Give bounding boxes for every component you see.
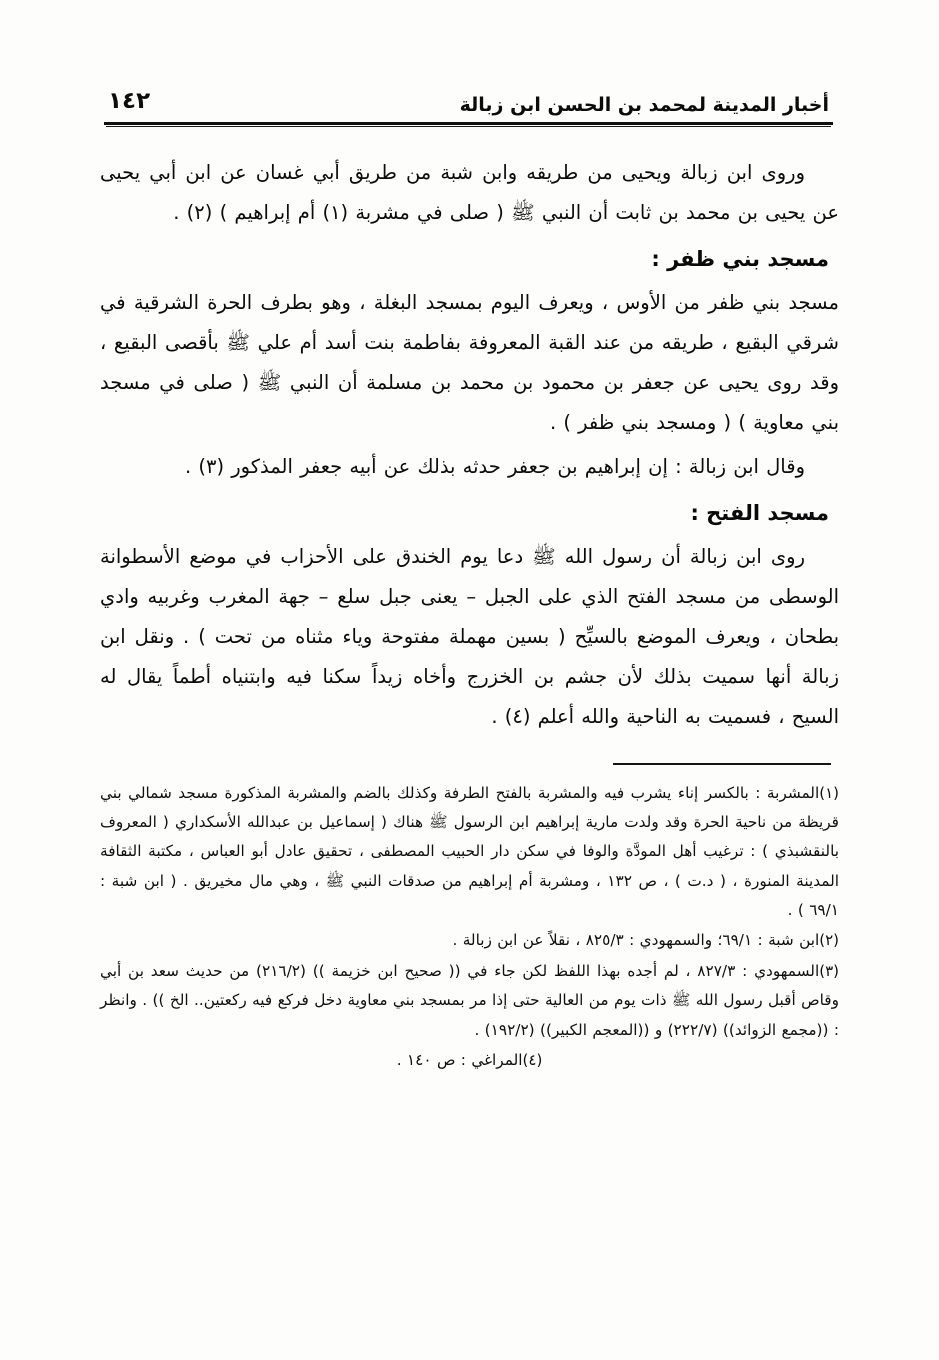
page-header bbox=[100, 88, 839, 116]
section-heading-masjid-al-fath: مسجد الفتح : bbox=[690, 500, 829, 525]
footnote-item bbox=[100, 1046, 839, 1075]
footnote-separator-rule bbox=[613, 763, 831, 765]
footnotes-block bbox=[100, 765, 839, 1076]
footnote-marker: (٣) bbox=[819, 961, 839, 980]
footnote-text: المشربة : بالكسر إناء يشرب فيه والمشربة بالفتح الطرفة وكذلك بالضم والمشربة المذكورة مسجد شمالي بني قريظة من ناحية الحرة وقد ولدت مارية إبراهيم ابن الرسول ﷺ هناك ( إسماعيل بن عبدالله الأسكداري ( المعروف بالنقشبذي ) : ترغيب أهل المودَّة والوفا في سكن دار الحبيب المصطفى ، تحقيق عادل أبو العباس ، مكتبة الثقافة المدينة المنورة ، ( د.ت ) ، ص ١٣٢ ، ومشربة أم إبراهيم من صدقات النبي ﷺ ، وهي مال مخيريق . ( ابن شبة : ٦٩/١ ) . bbox=[100, 783, 839, 920]
body-text-block bbox=[100, 153, 839, 737]
page-number: ١٤٢ bbox=[108, 88, 151, 114]
paragraph-bani-zafar-description: مسجد بني ظفر من الأوس ، ويعرف اليوم بمسجد البغلة ، وهو بطرف الحرة الشرقية في شرقي البقيع ، طريقه من عند القبة المعروفة بفاطمة بنت أسد أم علي ﷺ بأقصى البقيع ، وقد روى يحيى عن جعفر بن محمود بن محمد بن مسلمة أن النبي ﷺ ( صلى في مسجد بني معاوية ) ( ومسجد بني ظفر ) . bbox=[100, 290, 839, 434]
header-divider-rule bbox=[104, 122, 833, 127]
footnote-text: المراغي : ص ١٤٠ . bbox=[396, 1050, 523, 1069]
section-heading-masjid-bani-zafar: مسجد بني ظفر : bbox=[651, 246, 829, 271]
footnote-marker: (١) bbox=[819, 783, 839, 802]
footnote-marker: (٤) bbox=[522, 1050, 543, 1069]
paragraph-ibn-zabala-quote: وقال ابن زبالة : إن إبراهيم بن جعفر حدثه بذلك عن أبيه جعفر المذكور (٣) . bbox=[184, 454, 805, 478]
paragraph-intro: وروى ابن زبالة ويحيى من طريقه وابن شبة من طريق أبي غسان عن ابن أبي يحيى عن يحيى بن محمد بن ثابت أن النبي ﷺ ( صلى في مشربة (١) أم إبراهيم ) (٢) . bbox=[100, 161, 839, 224]
footnote-text: السمهودي : ٨٢٧/٣ ، لم أجده بهذا اللفظ لكن جاء في (( صحيح ابن خزيمة )) (٢١٦/٢) من حديث سعد بن أبي وقاص أقبل رسول الله ﷺ ذات يوم من العالية حتى إذا مر بمسجد بني معاوية دخل فركع فيه ركعتين.. الخ )) . وانظر : ((مجمع الزوائد)) (٢٢٢/٧) و ((المعجم الكبير)) (١٩٢/٢) . bbox=[100, 961, 839, 1039]
running-head-title: أخبار المدينة لمحمد بن الحسن ابن زبالة bbox=[459, 94, 829, 116]
footnote-item bbox=[100, 926, 839, 955]
footnote-item bbox=[100, 779, 839, 926]
paragraph-al-fath-description: روى ابن زبالة أن رسول الله ﷺ دعا يوم الخندق على الأحزاب في موضع الأسطوانة الوسطى من مسجد الفتح الذي على الجبل – يعنى جبل سلع – جهة المغرب وغربيه وادي بطحان ، ويعرف الموضع بالسيِّح ( بسين مهملة مفتوحة وياء مثناه من تحت ) . ونقل ابن زبالة أنها سميت بذلك لأن جشم بن الخزرج وأخاه زيداً سكنا فيه وابتنياه أطماً يقال له السيح ، فسميت به الناحية والله أعلم (٤) . bbox=[100, 544, 839, 728]
footnote-marker: (٢) bbox=[819, 931, 839, 950]
footnote-item bbox=[100, 957, 839, 1045]
footnote-text: ابن شبة : ٦٩/١؛ والسمهودي : ٨٢٥/٣ ، نقلاً عن ابن زبالة . bbox=[452, 931, 820, 950]
